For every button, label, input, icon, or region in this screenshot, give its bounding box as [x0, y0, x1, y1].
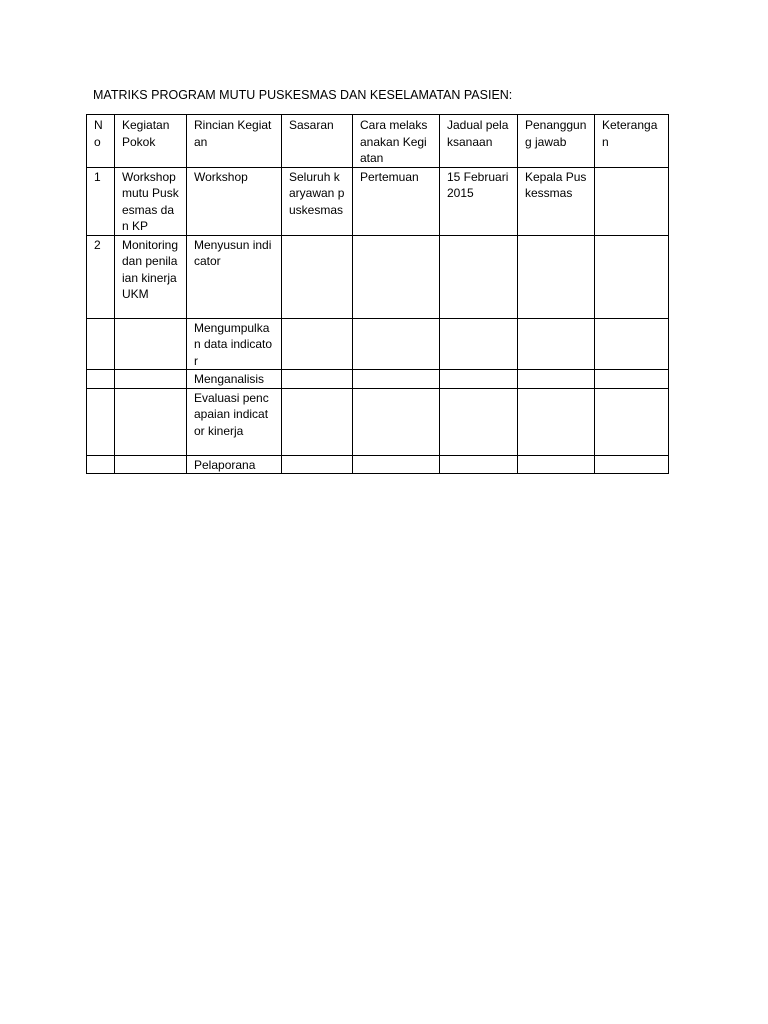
header-keterangan: Keterangan [595, 115, 669, 168]
table-cell [518, 370, 595, 389]
page-title: MATRIKS PROGRAM MUTU PUSKESMAS DAN KESELAMATAN PASIEN: [93, 88, 513, 102]
table-cell: Workshop [187, 167, 282, 235]
table-cell [518, 455, 595, 474]
table-cell: Kepala Puskessmas [518, 167, 595, 235]
table-cell [353, 370, 440, 389]
header-penanggung-jawab: Penanggung jawab [518, 115, 595, 168]
table-row [87, 167, 669, 235]
header-kegiatan-pokok: Kegiatan Pokok [115, 115, 187, 168]
table-cell [518, 318, 595, 370]
table-cell [440, 318, 518, 370]
table-header-row [87, 115, 669, 168]
table-cell: 15 Februari 2015 [440, 167, 518, 235]
table-cell [115, 318, 187, 370]
table-cell: Menyusun indicator [187, 235, 282, 318]
table-cell [282, 370, 353, 389]
table-cell [353, 235, 440, 318]
table-cell: Menganalisis [187, 370, 282, 389]
header-sasaran: Sasaran [282, 115, 353, 168]
table-cell [595, 235, 669, 318]
table-cell: Workshop mutu Puskesmas dan KP [115, 167, 187, 235]
table-cell [595, 167, 669, 235]
table-cell [440, 388, 518, 455]
table-cell: Pertemuan [353, 167, 440, 235]
table-cell: Evaluasi pencapaian indicator kinerja [187, 388, 282, 455]
table-cell [282, 318, 353, 370]
table-cell [440, 235, 518, 318]
header-jadual-pelaksanaan: Jadual pelaksanaan [440, 115, 518, 168]
table-row [87, 318, 669, 370]
table-cell [353, 388, 440, 455]
header-no: No [87, 115, 115, 168]
table-cell [115, 370, 187, 389]
table-cell [353, 455, 440, 474]
table-cell: 1 [87, 167, 115, 235]
table-cell [282, 235, 353, 318]
table-cell [595, 388, 669, 455]
table-cell [595, 370, 669, 389]
table-cell [87, 318, 115, 370]
header-cara-melaksanakan: Cara melaksanakan Kegiatan [353, 115, 440, 168]
table-cell [440, 455, 518, 474]
table-cell [282, 388, 353, 455]
table-cell [115, 388, 187, 455]
table-cell: Mengumpulkan data indicator [187, 318, 282, 370]
header-rincian-kegiatan: Rincian Kegiatan [187, 115, 282, 168]
table-cell [595, 455, 669, 474]
table-row [87, 370, 669, 389]
program-matrix-table [86, 114, 669, 474]
table-cell [518, 388, 595, 455]
table-cell: Monitoring dan penilaian kinerja UKM [115, 235, 187, 318]
table-row [87, 455, 669, 474]
table-cell: Pelaporana [187, 455, 282, 474]
table-cell [595, 318, 669, 370]
table-row [87, 388, 669, 455]
table-cell [353, 318, 440, 370]
table-cell [87, 388, 115, 455]
table-cell [87, 370, 115, 389]
table-cell [518, 235, 595, 318]
table-cell: 2 [87, 235, 115, 318]
table-cell [282, 455, 353, 474]
table-cell [115, 455, 187, 474]
table-cell [87, 455, 115, 474]
table-row [87, 235, 669, 318]
table-cell [440, 370, 518, 389]
table-cell: Seluruh karyawan puskesmas [282, 167, 353, 235]
